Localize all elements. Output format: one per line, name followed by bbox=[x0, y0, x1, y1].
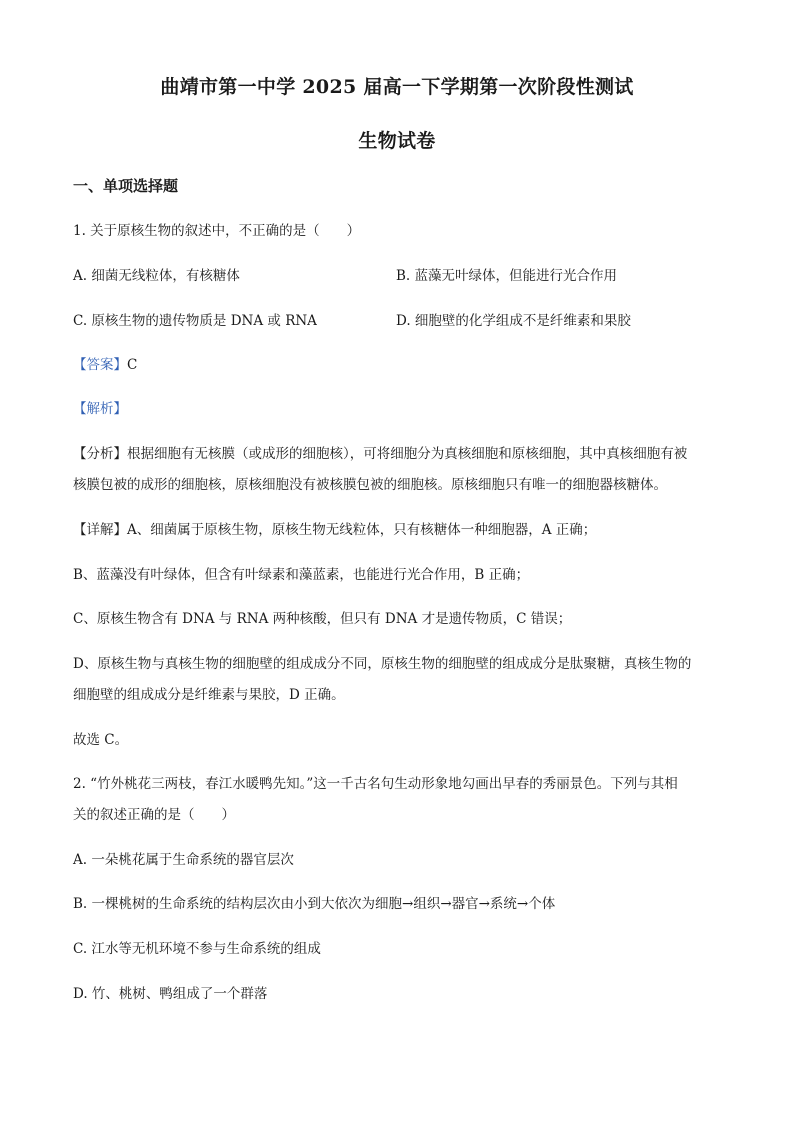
detail-line-c: C、原核生物含有 DNA 与 RNA 两种核酸，但只有 DNA 才是遗传物质，C 错误； bbox=[73, 611, 572, 627]
fenxi-tag: 【分析】 bbox=[73, 446, 127, 462]
answer-line bbox=[73, 356, 137, 374]
answer-value: C bbox=[127, 357, 138, 373]
question-1-option-a: A. 细菌无线粒体，有核糖体 bbox=[73, 268, 240, 284]
answer-tag: 【答案】 bbox=[73, 357, 127, 373]
conclusion-line: 故选 C。 bbox=[73, 732, 129, 748]
page-title: 曲靖市第一中学 2025 届高一下学期第一次阶段性测试 bbox=[160, 76, 634, 98]
question-2-option-d: D. 竹、桃树、鸭组成了一个群落 bbox=[73, 986, 268, 1002]
detail-line-d-1: D、原核生物与真核生物的细胞壁的组成成分不同，原核生物的细胞壁的组成成分是肽聚糖，真核生物的 bbox=[73, 656, 692, 672]
question-1-stem: 1. 关于原核生物的叙述中，不正确的是（ ） bbox=[73, 223, 361, 239]
detail-line-b: B、蓝藻没有叶绿体，但含有叶绿素和藻蓝素，也能进行光合作用，B 正确； bbox=[73, 567, 530, 583]
detail-line-a bbox=[73, 521, 596, 539]
section-heading: 一、单项选择题 bbox=[73, 177, 179, 195]
question-2-option-c: C. 江水等无机环境不参与生命系统的组成 bbox=[73, 941, 321, 957]
xiangjie-a: A、细菌属于原核生物，原核生物无线粒体，只有核糖体一种细胞器，A 正确； bbox=[127, 522, 597, 538]
question-2-option-a: A. 一朵桃花属于生命系统的器官层次 bbox=[73, 852, 294, 868]
page-subtitle: 生物试卷 bbox=[358, 130, 436, 152]
question-2-stem-line-2: 关的叙述正确的是（ ） bbox=[73, 807, 235, 823]
analysis-line-1 bbox=[73, 445, 687, 463]
xiangjie-tag: 【详解】 bbox=[73, 522, 127, 538]
analysis-line-2: 核膜包被的成形的细胞核，原核细胞没有被核膜包被的细胞核。原核细胞只有唯一的细胞器核糖体。 bbox=[73, 477, 667, 493]
question-2-option-b: B. 一棵桃树的生命系统的结构层次由小到大依次为细胞→组织→器官→系统→个体 bbox=[73, 896, 556, 912]
analysis-tag: 【解析】 bbox=[73, 401, 127, 417]
detail-line-d-2: 细胞壁的组成成分是纤维素与果胶，D 正确。 bbox=[73, 687, 345, 703]
question-1-option-b: B. 蓝藻无叶绿体，但能进行光合作用 bbox=[396, 268, 618, 284]
question-1-option-d: D. 细胞壁的化学组成不是纤维素和果胶 bbox=[396, 313, 631, 329]
fenxi-text-1: 根据细胞有无核膜（或成形的细胞核），可将细胞分为真核细胞和原核细胞，其中真核细胞有被 bbox=[127, 446, 688, 462]
question-2-stem-line-1: 2. “竹外桃花三两枝，春江水暖鸭先知。”这一千古名句生动形象地勾画出早春的秀丽景色。下列与其相 bbox=[73, 776, 678, 792]
question-1-option-c: C. 原核生物的遗传物质是 DNA 或 RNA bbox=[73, 313, 317, 329]
